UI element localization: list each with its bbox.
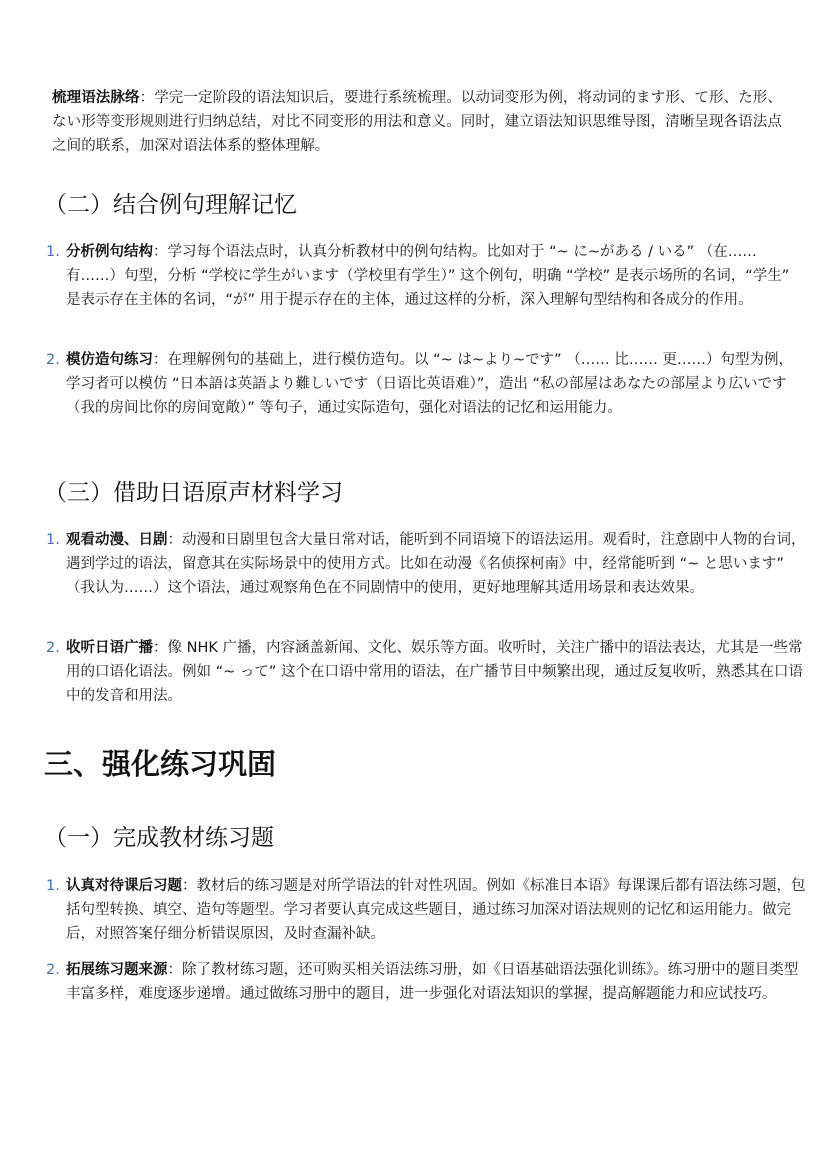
- list-item-title: 观看动漫、日剧: [66, 532, 168, 548]
- list-item-text: ：像 NHK 广播，内容涵盖新闻、文化、娱乐等方面。收听时，关注广播中的语法表达，尤其是一些常用的口语化语法。例如 “~ って” 这个在口语中常用的语法，在广播节目中频繁出现，通过反复收听，熟悉其在口语中的发音和用法。: [66, 640, 803, 704]
- list-item: [46, 240, 806, 312]
- list-number: 2.: [46, 640, 60, 656]
- list-item-text: ：在理解例句的基础上，进行模仿造句。以 “~ は~より~です” （…… 比…… 更……）句型为例，学习者可以模仿 “日本語は英語より難しいです（日语比英语难）”，造出 “私の部屋はあなたの部屋より広いです（我的房间比你的房间宽敞）” 等句子，通过实际造句，强化对语法的记忆和运用能力。: [66, 352, 794, 416]
- list-item-title: 认真对待课后习题: [66, 878, 182, 894]
- section-heading-3: （三）借助日语原声材料学习: [44, 480, 343, 506]
- list-item-body: [66, 348, 806, 420]
- section-heading-3-1: （一）完成教材练习题: [44, 825, 274, 851]
- list-item-body: [66, 874, 806, 946]
- list-number: 2.: [46, 962, 60, 978]
- list-number: 1.: [46, 244, 60, 260]
- list-item-body: [66, 958, 806, 1006]
- list-item-body: [66, 528, 806, 600]
- chapter-heading: 三、强化练习巩固: [44, 747, 277, 781]
- list-item-title: 收听日语广播: [66, 640, 153, 656]
- section-heading-2: （二）结合例句理解记忆: [44, 192, 297, 218]
- intro-text: ：学完一定阶段的语法知识后，要进行系统梳理。以动词变形为例，将动词的ます形、て形、た形、ない形等变形规则进行归纳总结，对比不同变形的用法和意义。同时，建立语法知识思维导图，清晰呈现各语法点之间的联系，加深对语法体系的整体理解。: [52, 90, 783, 154]
- intro-paragraph: [52, 86, 792, 158]
- list-number: 1.: [46, 532, 60, 548]
- list-item: [46, 874, 806, 946]
- list-number: 1.: [46, 878, 60, 894]
- list-item-title: 拓展练习题来源: [66, 962, 168, 978]
- list-item: [46, 958, 806, 1006]
- list-item-title: 分析例句结构: [66, 244, 153, 260]
- list-item-body: [66, 636, 806, 708]
- list-item: [46, 636, 806, 708]
- list-number: 2.: [46, 352, 60, 368]
- list-item-text: ：动漫和日剧里包含大量日常对话，能听到不同语境下的语法运用。观看时，注意剧中人物的台词，遇到学过的语法，留意其在实际场景中的使用方式。比如在动漫《名侦探柯南》中，经常能听到 “~ と思います” （我认为……）这个语法，通过观察角色在不同剧情中的使用，更好地理解其适用场景和表达效果。: [66, 532, 806, 596]
- intro-title: 梳理语法脉络: [52, 90, 140, 106]
- list-item-text: ：教材后的练习题是对所学语法的针对性巩固。例如《标准日本语》每课课后都有语法练习题，包括句型转换、填空、造句等题型。学习者要认真完成这些题目，通过练习加深对语法规则的记忆和运用能力。做完后，对照答案仔细分析错误原因，及时查漏补缺。: [66, 878, 806, 942]
- list-item: [46, 528, 806, 600]
- list-item: [46, 348, 806, 420]
- list-item-text: ：除了教材练习题，还可购买相关语法练习册，如《日语基础语法强化训练》。练习册中的题目类型丰富多样，难度逐步递增。通过做练习册中的题目，进一步强化对语法知识的掌握，提高解题能力和应试技巧。: [66, 962, 799, 1002]
- list-item-text: ：学习每个语法点时，认真分析教材中的例句结构。比如对于 “~ に~がある / いる” （在…… 有……）句型，分析 “学校に学生がいます（学校里有学生）” 这个例句，明确 “学校” 是表示场所的名词，“学生” 是表示存在主体的名词，“が” 用于提示存在的主体，通过这样的分析，深入理解句型结构和各成分的作用。: [66, 244, 790, 308]
- list-item-body: [66, 240, 806, 312]
- list-item-title: 模仿造句练习: [66, 352, 153, 368]
